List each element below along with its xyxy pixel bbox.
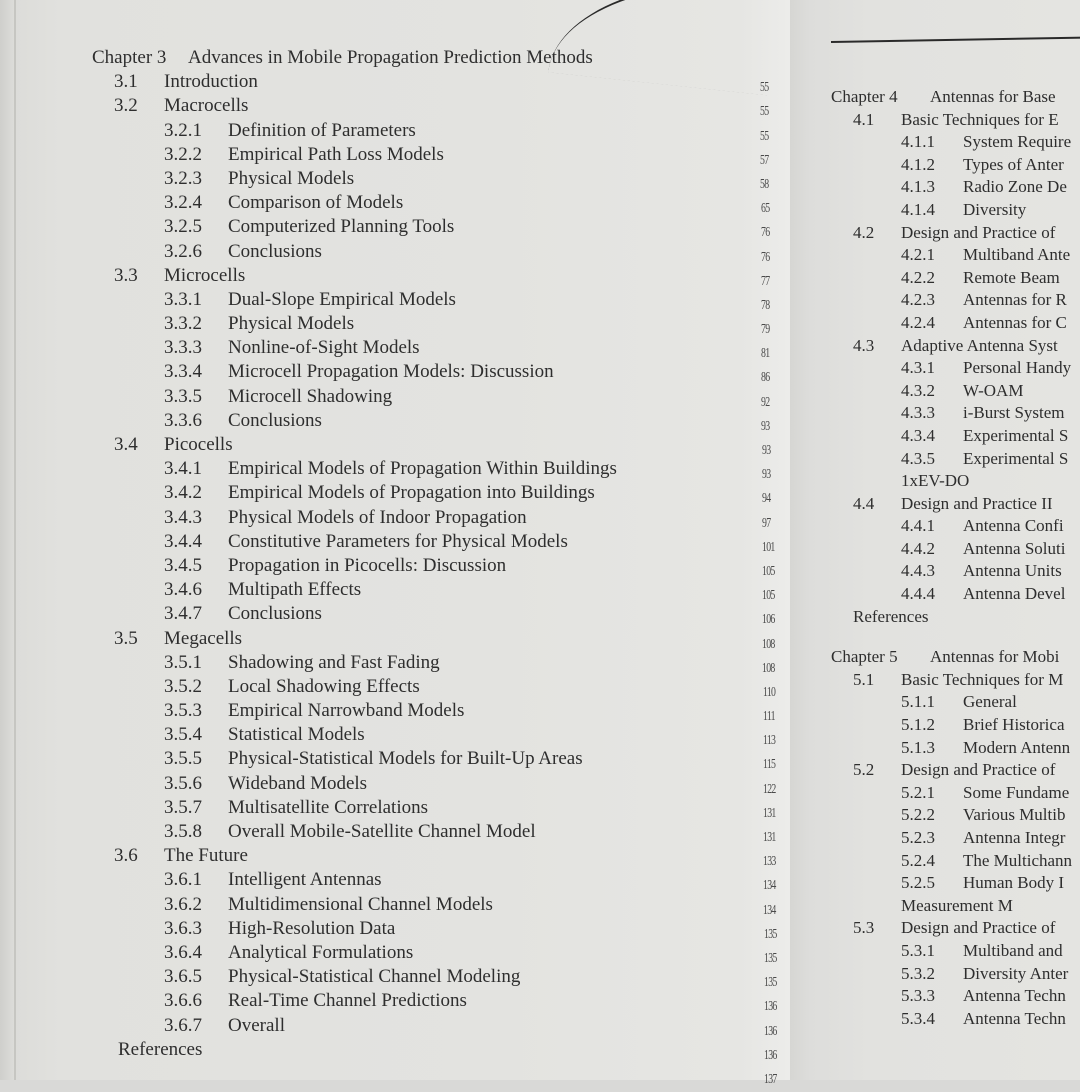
section-title: Adaptive Antenna Syst bbox=[901, 335, 1058, 355]
section-number: 4.3.4 bbox=[901, 425, 935, 445]
section-number: 3.2.3 bbox=[164, 167, 202, 189]
section-number: 3.4.3 bbox=[164, 506, 202, 528]
page-number: 77 bbox=[760, 273, 770, 289]
section-title: Multiband and bbox=[963, 940, 1063, 960]
page-number: 55 bbox=[760, 104, 769, 120]
toc-entry bbox=[831, 1008, 1080, 1031]
toc-entry bbox=[92, 796, 792, 820]
section-number: 4.3.2 bbox=[901, 380, 935, 400]
section-number: 3.5.5 bbox=[164, 748, 202, 770]
section-title: Real-Time Channel Predictions bbox=[228, 990, 467, 1012]
chapter-title: Advances in Mobile Propagation Prediction Methods bbox=[188, 47, 593, 68]
section-title: References bbox=[118, 1038, 203, 1060]
chapter-label: Chapter 5 bbox=[831, 647, 898, 667]
toc-entry bbox=[92, 554, 792, 578]
page-number: 135 bbox=[763, 975, 777, 991]
section-number: 3.6 bbox=[114, 845, 138, 867]
section-number: 4.1 bbox=[853, 109, 875, 129]
right-table-of-contents bbox=[831, 86, 1080, 1030]
section-title: Empirical Path Loss Models bbox=[228, 143, 444, 165]
page-number: 136 bbox=[763, 999, 777, 1015]
section-title: Megacells bbox=[164, 627, 243, 649]
section-number: 5.2 bbox=[853, 760, 875, 780]
toc-entry bbox=[92, 94, 792, 118]
toc-entry bbox=[92, 385, 792, 409]
section-number: 3.6.6 bbox=[164, 990, 202, 1012]
section-title: Antenna Techn bbox=[963, 1008, 1066, 1028]
toc-entry bbox=[92, 820, 792, 844]
section-number: 3.3.1 bbox=[164, 288, 202, 310]
toc-entry bbox=[92, 143, 792, 167]
toc-entry bbox=[831, 827, 1080, 850]
page-number: 105 bbox=[762, 563, 775, 579]
section-number: 3.4.4 bbox=[164, 530, 202, 552]
chapter-5-heading bbox=[831, 646, 1080, 669]
section-title: Computerized Planning Tools bbox=[228, 216, 455, 238]
section-number: 3.3.5 bbox=[164, 385, 202, 407]
section-title: Wideband Models bbox=[228, 772, 368, 794]
toc-entry bbox=[92, 215, 792, 239]
section-title: Experimental S bbox=[963, 448, 1069, 468]
toc-entry bbox=[92, 723, 792, 747]
section-number: 5.2.5 bbox=[901, 873, 935, 893]
toc-entry bbox=[92, 699, 792, 723]
section-number: 3.4 bbox=[114, 434, 138, 455]
page-number: 92 bbox=[761, 394, 770, 410]
section-title: Physical-Statistical Channel Modeling bbox=[228, 966, 521, 988]
section-number: 3.6.1 bbox=[164, 869, 202, 891]
section-number: 3.3.2 bbox=[164, 313, 202, 335]
page-number: 93 bbox=[761, 467, 770, 483]
toc-entry bbox=[831, 940, 1080, 963]
toc-references bbox=[92, 1038, 792, 1062]
toc-entry bbox=[831, 538, 1080, 561]
section-title: Antennas for R bbox=[963, 290, 1067, 310]
section-title: Antenna Techn bbox=[963, 986, 1066, 1006]
section-number: 3.4.7 bbox=[164, 603, 202, 625]
section-number: 4.2.3 bbox=[901, 290, 935, 310]
page-number: 76 bbox=[760, 249, 770, 265]
toc-entry bbox=[831, 560, 1080, 583]
page-number: 81 bbox=[761, 346, 770, 362]
section-number: 4.2.2 bbox=[901, 267, 935, 287]
toc-entry bbox=[831, 154, 1080, 177]
toc-entry bbox=[92, 917, 792, 941]
page-number: 55 bbox=[760, 128, 769, 144]
section-number: 4.4 bbox=[853, 493, 875, 513]
section-title: Diversity Anter bbox=[963, 963, 1069, 983]
page-number: 55 bbox=[760, 80, 769, 96]
section-title: Conclusions bbox=[228, 409, 322, 431]
section-number: 5.3 bbox=[853, 918, 875, 938]
section-number: 3.6.4 bbox=[164, 941, 202, 963]
section-number: 4.2.4 bbox=[901, 312, 935, 332]
section-title: Overall bbox=[228, 1014, 285, 1036]
page-number: 97 bbox=[761, 515, 771, 531]
page-number: 113 bbox=[762, 733, 775, 749]
section-number: 5.1.3 bbox=[901, 737, 935, 757]
section-number: 3.5 bbox=[114, 627, 138, 649]
toc-entry bbox=[92, 506, 792, 530]
section-title: Design and Practice of bbox=[901, 918, 1056, 938]
page-number: 137 bbox=[764, 1071, 777, 1087]
section-number: 5.2.2 bbox=[901, 805, 935, 825]
page-number: 94 bbox=[761, 491, 771, 507]
section-number: 3.1 bbox=[114, 71, 138, 93]
section-title: System Require bbox=[963, 132, 1072, 152]
toc-entry bbox=[92, 1014, 792, 1038]
section-title: High-Resolution Data bbox=[228, 917, 396, 939]
section-number: 4.4.1 bbox=[901, 516, 935, 536]
toc-entry bbox=[831, 176, 1080, 199]
section-title: Brief Historica bbox=[963, 715, 1065, 735]
section-number: 4.4.4 bbox=[901, 584, 935, 604]
toc-entry bbox=[831, 493, 1080, 516]
section-title: Personal Handy bbox=[963, 358, 1072, 378]
section-title: Microcell Propagation Models: Discussion bbox=[228, 361, 554, 383]
section-number: 3.6.5 bbox=[164, 966, 202, 988]
page-number: 135 bbox=[763, 926, 777, 942]
toc-entry bbox=[92, 240, 792, 264]
toc-entry bbox=[92, 191, 792, 215]
page-number: 110 bbox=[762, 684, 775, 700]
page-number: 111 bbox=[762, 709, 775, 725]
toc-entry bbox=[831, 737, 1080, 760]
section-number: 3.5.1 bbox=[164, 651, 202, 673]
toc-entry bbox=[92, 360, 792, 384]
section-number: 4.1.2 bbox=[901, 154, 935, 174]
page-number: 122 bbox=[762, 781, 776, 797]
page-number: 136 bbox=[763, 1023, 777, 1039]
section-number: 4.1.1 bbox=[901, 132, 935, 152]
section-title: Picocells bbox=[164, 434, 233, 455]
page-number: 134 bbox=[763, 902, 776, 918]
section-title: Basic Techniques for M bbox=[901, 669, 1064, 689]
toc-entry bbox=[92, 578, 792, 602]
section-title: Multidimensional Channel Models bbox=[228, 893, 493, 915]
section-number: 3.3.6 bbox=[164, 409, 202, 431]
section-number: 4.3.5 bbox=[901, 448, 935, 468]
toc-entry bbox=[92, 409, 792, 433]
section-title: Diversity bbox=[963, 199, 1027, 219]
section-number: 5.2.1 bbox=[901, 782, 935, 802]
section-title: Empirical Models of Propagation into Buildings bbox=[228, 482, 595, 504]
page-number: 58 bbox=[760, 176, 769, 192]
section-title: Propagation in Picocells: Discussion bbox=[228, 554, 507, 576]
section-title: Physical Models of Indoor Propagation bbox=[228, 506, 527, 528]
section-title: Physical Models bbox=[228, 167, 355, 189]
section-title: The Multichann bbox=[963, 850, 1073, 870]
section-number: 5.2.4 bbox=[901, 850, 935, 870]
page-number: 115 bbox=[762, 757, 776, 773]
section-title: Microcells bbox=[164, 264, 246, 286]
section-number: 3.2.4 bbox=[164, 192, 202, 214]
page-number: 101 bbox=[761, 539, 775, 555]
section-number: 4.4.3 bbox=[901, 561, 935, 581]
section-title: Physical-Statistical Models for Built-Up Areas bbox=[228, 748, 583, 770]
toc-entry bbox=[831, 470, 1080, 493]
section-title: Macrocells bbox=[164, 95, 249, 117]
section-number: 3.5.8 bbox=[164, 821, 202, 842]
toc-entry bbox=[831, 963, 1080, 986]
section-title: Nonline-of-Sight Models bbox=[228, 337, 420, 359]
page-number: 86 bbox=[761, 370, 770, 386]
section-title: Empirical Narrowband Models bbox=[228, 700, 465, 722]
section-title: Remote Beam bbox=[963, 267, 1060, 287]
page-number: 93 bbox=[761, 418, 770, 434]
section-number: 3.3.4 bbox=[164, 361, 202, 383]
section-number: 3.6.7 bbox=[164, 1014, 202, 1036]
toc-entry bbox=[92, 844, 792, 868]
toc-entry bbox=[92, 868, 792, 892]
chapter-title: Antennas for Mobi bbox=[930, 647, 1060, 667]
section-title: Shadowing and Fast Fading bbox=[228, 651, 440, 673]
chapter-label: Chapter 4 bbox=[831, 87, 898, 106]
page-number: 108 bbox=[762, 660, 775, 676]
section-number: 3.4.6 bbox=[164, 579, 202, 601]
section-number: 4.3 bbox=[853, 335, 875, 355]
page-number: 65 bbox=[760, 201, 769, 217]
toc-entry bbox=[92, 651, 792, 675]
section-title: Intelligent Antennas bbox=[228, 869, 382, 891]
section-title: 1xEV-DO bbox=[901, 471, 970, 491]
toc-entry bbox=[831, 850, 1080, 873]
toc-entry bbox=[92, 675, 792, 699]
section-title: Conclusions bbox=[228, 603, 322, 625]
section-number: 3.5.7 bbox=[164, 796, 202, 818]
section-title: Antenna Units bbox=[963, 561, 1062, 581]
section-title: Antenna Confi bbox=[963, 516, 1064, 536]
section-number: 3.3.3 bbox=[164, 337, 202, 359]
page-number: 131 bbox=[763, 830, 776, 845]
page-number: 93 bbox=[761, 443, 770, 458]
section-number: 3.2.2 bbox=[164, 143, 202, 165]
toc-entry bbox=[92, 167, 792, 191]
section-title: Dual-Slope Empirical Models bbox=[228, 288, 456, 310]
toc-entry bbox=[831, 804, 1080, 827]
section-title: Antennas for C bbox=[963, 312, 1067, 332]
section-title: Antenna Devel bbox=[963, 584, 1066, 604]
section-number: 4.3.1 bbox=[901, 358, 935, 378]
section-number: 5.2.3 bbox=[901, 828, 935, 847]
section-number: 3.4.2 bbox=[164, 482, 202, 504]
chapter-label: Chapter 3 bbox=[92, 47, 167, 68]
chapter-4-heading bbox=[831, 86, 1080, 109]
toc-entry bbox=[92, 747, 792, 771]
section-number: 3.6.3 bbox=[164, 917, 202, 939]
section-number: 4.2 bbox=[853, 222, 875, 242]
section-number: 5.1.2 bbox=[901, 715, 935, 735]
toc-entry bbox=[92, 941, 792, 965]
section-number: 4.1.3 bbox=[901, 177, 935, 197]
section-title: General bbox=[963, 692, 1017, 712]
chapter-3-heading bbox=[92, 46, 792, 70]
section-number: 4.4.2 bbox=[901, 538, 935, 558]
toc-entry bbox=[92, 965, 792, 989]
toc-entry bbox=[831, 714, 1080, 737]
toc-entry bbox=[92, 602, 792, 626]
section-title: Empirical Models of Propagation Within Buildings bbox=[228, 458, 617, 480]
toc-entry bbox=[92, 336, 792, 360]
section-title: W-OAM bbox=[963, 380, 1024, 400]
toc-entry bbox=[92, 457, 792, 481]
section-number: 3.5.4 bbox=[164, 724, 202, 746]
section-number: 5.1.1 bbox=[901, 692, 935, 712]
chapter-title: Antennas for Base bbox=[930, 87, 1056, 106]
page-number: 57 bbox=[760, 152, 769, 168]
page-number: 106 bbox=[762, 612, 775, 628]
page-number: 79 bbox=[761, 322, 770, 338]
left-table-of-contents bbox=[92, 46, 792, 1086]
section-number: 3.5.6 bbox=[164, 772, 202, 794]
section-number: 4.1.4 bbox=[901, 199, 935, 219]
section-number: 3.2.6 bbox=[164, 240, 202, 262]
page-number: 78 bbox=[760, 297, 770, 313]
page-number: 105 bbox=[762, 588, 775, 604]
toc-entry bbox=[92, 893, 792, 917]
section-title: Multisatellite Correlations bbox=[228, 796, 428, 818]
toc-entry bbox=[92, 433, 792, 457]
toc-entry bbox=[831, 109, 1080, 132]
section-title: Antenna Soluti bbox=[963, 538, 1066, 558]
section-title: Multipath Effects bbox=[228, 579, 362, 601]
toc-entry bbox=[831, 583, 1080, 606]
section-title: Types of Anter bbox=[963, 154, 1064, 174]
toc-entry bbox=[831, 425, 1080, 448]
section-number: 4.2.1 bbox=[901, 245, 935, 265]
toc-entry bbox=[831, 669, 1080, 692]
section-number: 3.4.1 bbox=[164, 458, 202, 480]
section-title: Microcell Shadowing bbox=[228, 385, 393, 407]
section-title: Definition of Parameters bbox=[228, 119, 416, 141]
toc-entry bbox=[92, 264, 792, 288]
toc-entry bbox=[831, 448, 1080, 471]
section-title: Overall Mobile-Satellite Channel Model bbox=[228, 821, 536, 842]
section-title: Multiband Ante bbox=[963, 245, 1071, 265]
toc-entry bbox=[831, 872, 1080, 895]
toc-entry bbox=[831, 402, 1080, 425]
section-title: Human Body I bbox=[963, 873, 1065, 893]
toc-entry bbox=[92, 312, 792, 336]
toc-entry bbox=[831, 289, 1080, 312]
page-number: 133 bbox=[763, 854, 776, 870]
section-title: Comparison of Models bbox=[228, 192, 404, 214]
section-number: 5.3.3 bbox=[901, 986, 935, 1006]
toc-entry bbox=[831, 244, 1080, 267]
page-number: 134 bbox=[763, 878, 776, 894]
section-number: 3.2 bbox=[114, 95, 138, 117]
section-number: 5.1 bbox=[853, 669, 875, 689]
toc-entry bbox=[92, 481, 792, 505]
toc-entry bbox=[831, 782, 1080, 805]
section-title: Radio Zone De bbox=[963, 177, 1067, 197]
section-title: Various Multib bbox=[963, 805, 1066, 825]
toc-entry bbox=[92, 119, 792, 143]
section-title: Design and Practice of bbox=[901, 222, 1056, 242]
toc-references bbox=[831, 606, 1080, 629]
toc-entry bbox=[831, 222, 1080, 245]
section-title: Analytical Formulations bbox=[228, 941, 414, 963]
section-number: 3.5.3 bbox=[164, 700, 202, 722]
toc-entry bbox=[831, 357, 1080, 380]
toc-entry bbox=[831, 691, 1080, 714]
toc-entry bbox=[831, 312, 1080, 335]
toc-entry bbox=[92, 288, 792, 312]
section-number: 3.3 bbox=[114, 264, 138, 286]
section-number: 5.3.2 bbox=[901, 963, 935, 983]
section-number: 4.3.3 bbox=[901, 403, 935, 423]
toc-entry bbox=[92, 989, 792, 1013]
section-title: The Future bbox=[164, 845, 248, 867]
toc-entry bbox=[831, 267, 1080, 290]
toc-entry bbox=[831, 199, 1080, 222]
section-title: Statistical Models bbox=[228, 724, 365, 746]
section-number: 5.3.4 bbox=[901, 1008, 935, 1028]
section-title: References bbox=[853, 606, 929, 626]
section-title: Experimental S bbox=[963, 425, 1069, 445]
page-number: 108 bbox=[762, 636, 775, 652]
toc-entry bbox=[831, 985, 1080, 1008]
page-number: 131 bbox=[763, 805, 776, 821]
toc-page-only bbox=[92, 1062, 792, 1086]
section-title: Modern Antenn bbox=[963, 737, 1071, 757]
toc-entry bbox=[831, 759, 1080, 782]
section-title: i-Burst System bbox=[963, 403, 1065, 423]
section-number: 3.2.5 bbox=[164, 216, 202, 238]
toc-entry bbox=[92, 627, 792, 651]
page-number: 76 bbox=[760, 225, 769, 241]
section-title: Basic Techniques for E bbox=[901, 109, 1059, 129]
toc-entry bbox=[92, 530, 792, 554]
section-title: Introduction bbox=[164, 71, 258, 93]
toc-entry bbox=[831, 131, 1080, 154]
section-title: Design and Practice of bbox=[901, 760, 1056, 780]
toc-entry bbox=[831, 895, 1080, 918]
section-number: 3.2.1 bbox=[164, 119, 202, 141]
toc-entry bbox=[92, 70, 792, 94]
section-title: Constitutive Parameters for Physical Models bbox=[228, 530, 568, 552]
section-title: Conclusions bbox=[228, 240, 322, 262]
section-title: Physical Models bbox=[228, 313, 355, 335]
toc-entry bbox=[831, 335, 1080, 358]
toc-entry bbox=[92, 772, 792, 796]
toc-entry bbox=[831, 515, 1080, 538]
toc-entry bbox=[831, 917, 1080, 940]
section-number: 5.3.1 bbox=[901, 940, 935, 960]
page-number: 135 bbox=[763, 950, 777, 966]
section-title: Local Shadowing Effects bbox=[228, 675, 420, 697]
section-number: 3.6.2 bbox=[164, 893, 202, 915]
section-title: Some Fundame bbox=[963, 782, 1070, 802]
toc-entry bbox=[831, 380, 1080, 403]
section-number: 3.5.2 bbox=[164, 675, 202, 697]
section-title: Antenna Integr bbox=[963, 828, 1066, 847]
section-title: Measurement M bbox=[901, 895, 1013, 915]
section-number: 3.4.5 bbox=[164, 554, 202, 576]
section-title: Design and Practice II bbox=[901, 493, 1053, 513]
page-number: 136 bbox=[764, 1047, 777, 1063]
